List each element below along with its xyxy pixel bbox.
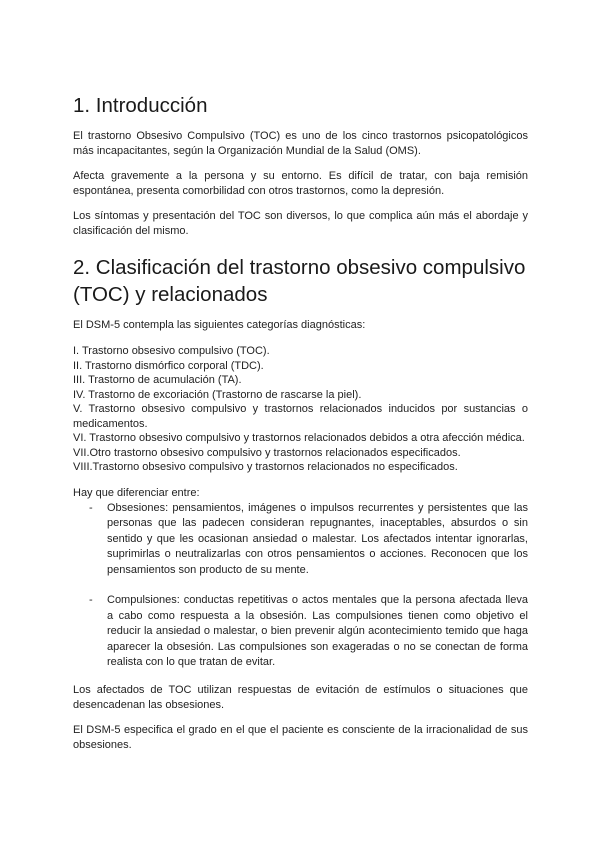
bullet-list bbox=[73, 501, 528, 671]
dash-bullet: - bbox=[89, 501, 93, 514]
section-heading-clasificacion: 2. Clasificación del trastorno obsesivo compulsivo (TOC) y relacionados bbox=[73, 256, 526, 306]
category-item: VI. Trastorno obsesivo compulsivo y trastornos relacionados debidos a otra afección médica. bbox=[73, 432, 525, 444]
category-item: VIII.Trastorno obsesivo compulsivo y trastornos relacionados no especificados. bbox=[73, 461, 458, 473]
bullet-item-compulsiones bbox=[73, 593, 528, 671]
dash-bullet: - bbox=[89, 594, 93, 606]
category-item: I. Trastorno obsesivo compulsivo (TOC). bbox=[73, 345, 270, 357]
paragraph-differentiate: Hay que diferenciar entre: bbox=[73, 486, 200, 499]
paragraph: Los afectados de TOC utilizan respuestas de evitación de estímulos o situaciones que desencadenan las obsesiones. bbox=[73, 683, 528, 711]
category-item: IV. Trastorno de excoriación (Trastorno de rascarse la piel). bbox=[73, 388, 362, 401]
paragraph: El DSM-5 especifica el grado en el que el paciente es consciente de la irracionalidad de sus obsesiones. bbox=[73, 723, 528, 751]
paragraph: Afecta gravemente a la persona y su entorno. Es difícil de tratar, con baja remisión espontánea, presenta comorbilidad con otros trastornos, como la depresión. bbox=[73, 170, 528, 197]
category-item: V. Trastorno obsesivo compulsivo y trastornos relacionados inducidos por sustancias o medicamentos. bbox=[73, 403, 528, 430]
paragraph: El trastorno Obsesivo Compulsivo (TOC) es uno de los cinco trastornos psicopatológicos más incapacitantes, según la Organización Mundial de la Salud (OMS). bbox=[73, 130, 528, 157]
category-item: III. Trastorno de acumulación (TA). bbox=[73, 374, 242, 386]
category-item: II. Trastorno dismórfico corporal (TDC). bbox=[73, 359, 264, 372]
paragraph-intro: El DSM-5 contempla las siguientes categorías diagnósticas: bbox=[73, 319, 366, 331]
bullet-item-obsesiones bbox=[73, 501, 528, 579]
bullet-text: Compulsiones: conductas repetitivas o actos mentales que la persona afectada lleva a cabo como respuesta a la obsesión. Las compulsiones tienen como objetivo el reducir la ansiedad o malestar, o bien prevenir algún acontecimiento temido que haga aparecer la obsesión. Las compulsiones son exageradas o no se conectan de forma realista con lo que tratan de evitar. bbox=[107, 594, 528, 668]
category-item: VII.Otro trastorno obsesivo compulsivo y trastornos relacionados especificados. bbox=[73, 446, 461, 459]
section-heading-introduccion: 1. Introducción bbox=[73, 94, 208, 117]
bullet-text: Obsesiones: pensamientos, imágenes o impulsos recurrentes y persistentes que las personas que las padecen consideran repugnantes, inaceptables, absurdos o sin sentido y que les ocasionan ansiedad o malestar. Los afectados intentar ignorarlas, suprimirlas o neutralizarlas con otros pensamientos o acciones. Reconocen que los pensamientos son producto de su mente. bbox=[107, 501, 528, 576]
category-list bbox=[73, 344, 528, 475]
paragraph: Los síntomas y presentación del TOC son diversos, lo que complica aún más el abordaje y clasificación del mismo. bbox=[73, 210, 528, 237]
